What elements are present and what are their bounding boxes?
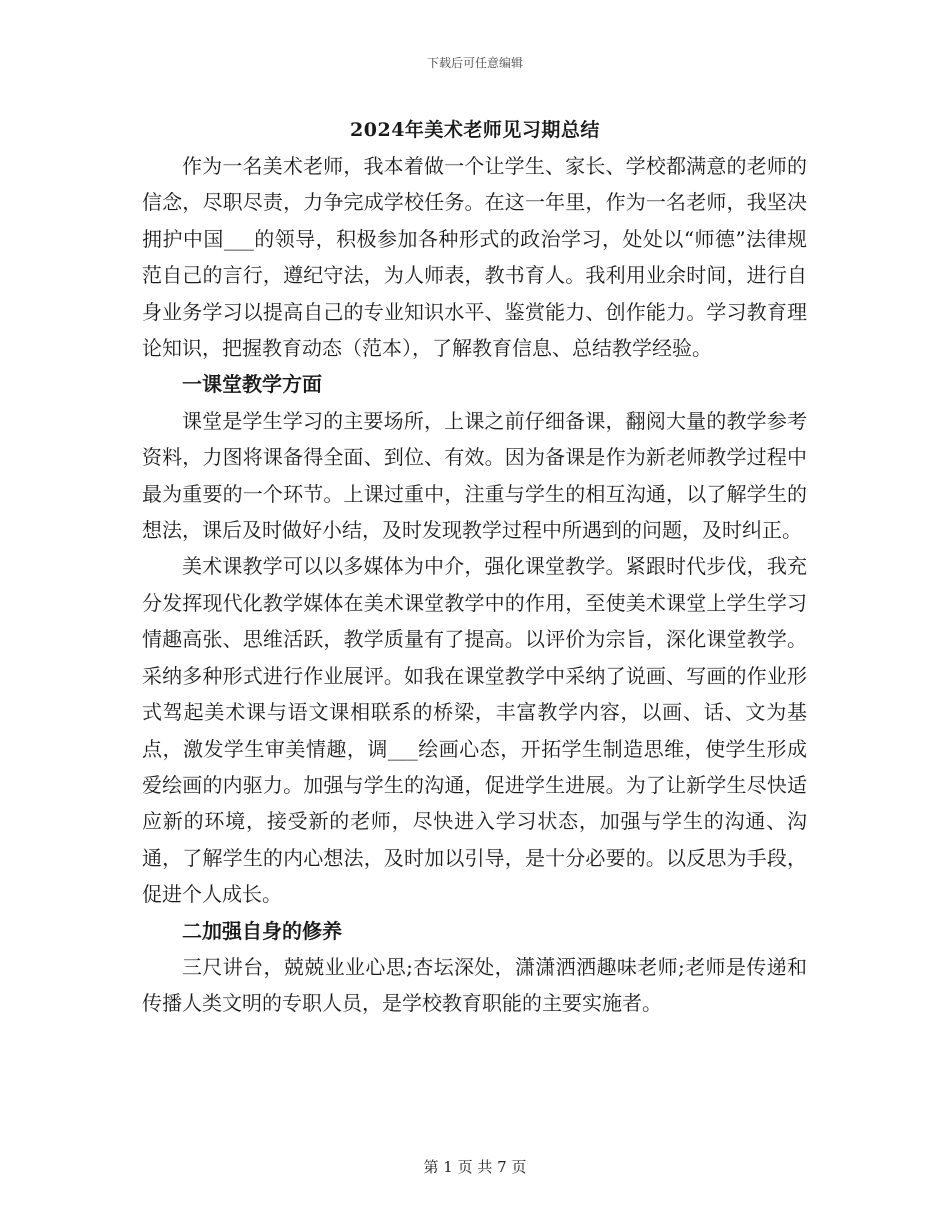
paragraph-self-cultivation: 三尺讲台，兢兢业业心思;杏坛深处，潇潇洒洒趣味老师;老师是传递和传播人类文明的专职人员，是学校教育职能的主要实施者。	[142, 954, 807, 1016]
page-footer-number: 第 1 页 共 7 页	[423, 1158, 527, 1176]
paragraph-classroom: 课堂是学生学习的主要场所，上课之前仔细备课，翻阅大量的教学参考资料，力图将课备得全面、到位、有效。因为备课是作为新老师教学过程中最为重要的一个环节。上课过重中，注重与学生的相互沟通，以了解学生的想法，课后及时做好小结，及时发现教学过程中所遇到的问题，及时纠正。	[142, 408, 807, 543]
paragraph-intro: 作为一名美术老师，我本着做一个让学生、家长、学校都满意的老师的信念，尽职尽责，力争完成学校任务。在这一年里，作为一名老师，我坚决拥护中国___的领导，积极参加各种形式的政治学习，处处以“师德”法律规范自己的言行，遵纪守法，为人师表，教书育人。我利用业余时间，进行自身业务学习以提高自己的专业知识水平、鉴赏能力、创作能力。学习教育理论知识，把握教育动态（范本），了解教育信息、总结教学经验。	[142, 154, 807, 361]
section-heading-self-cultivation: 二加强自身的修养	[182, 918, 342, 943]
document-title: 2024年美术老师见习期总结	[350, 119, 600, 141]
document-body	[142, 148, 807, 1022]
paragraph-multimedia: 美术课教学可以以多媒体为中介，强化课堂教学。紧跟时代步伐，我充分发挥现代化教学媒体在美术课堂教学中的作用，至使美术课堂上学生学习情趣高张、思维活跃，教学质量有了提高。以评价为宗旨，深化课堂教学。采纳多种形式进行作业展评。如我在课堂教学中采纳了说画、写画的作业形式驾起美术课与语文课相联系的桥梁，丰富教学内容，以画、话、文为基点，激发学生审美情趣，调___绘画心态，开拓学生制造思维，使学生形成爱绘画的内驱力。加强与学生的沟通，促进学生进展。为了让新学生尽快适应新的环境，接受新的老师，尽快进入学习状态，加强与学生的沟通、沟通，了解学生的内心想法，及时加以引导，是十分必要的。以反思为手段，促进个人成长。	[142, 554, 807, 907]
page-header-note: 下载后可任意编辑	[426, 56, 523, 70]
section-heading-classroom-teaching: 一课堂教学方面	[182, 372, 322, 397]
